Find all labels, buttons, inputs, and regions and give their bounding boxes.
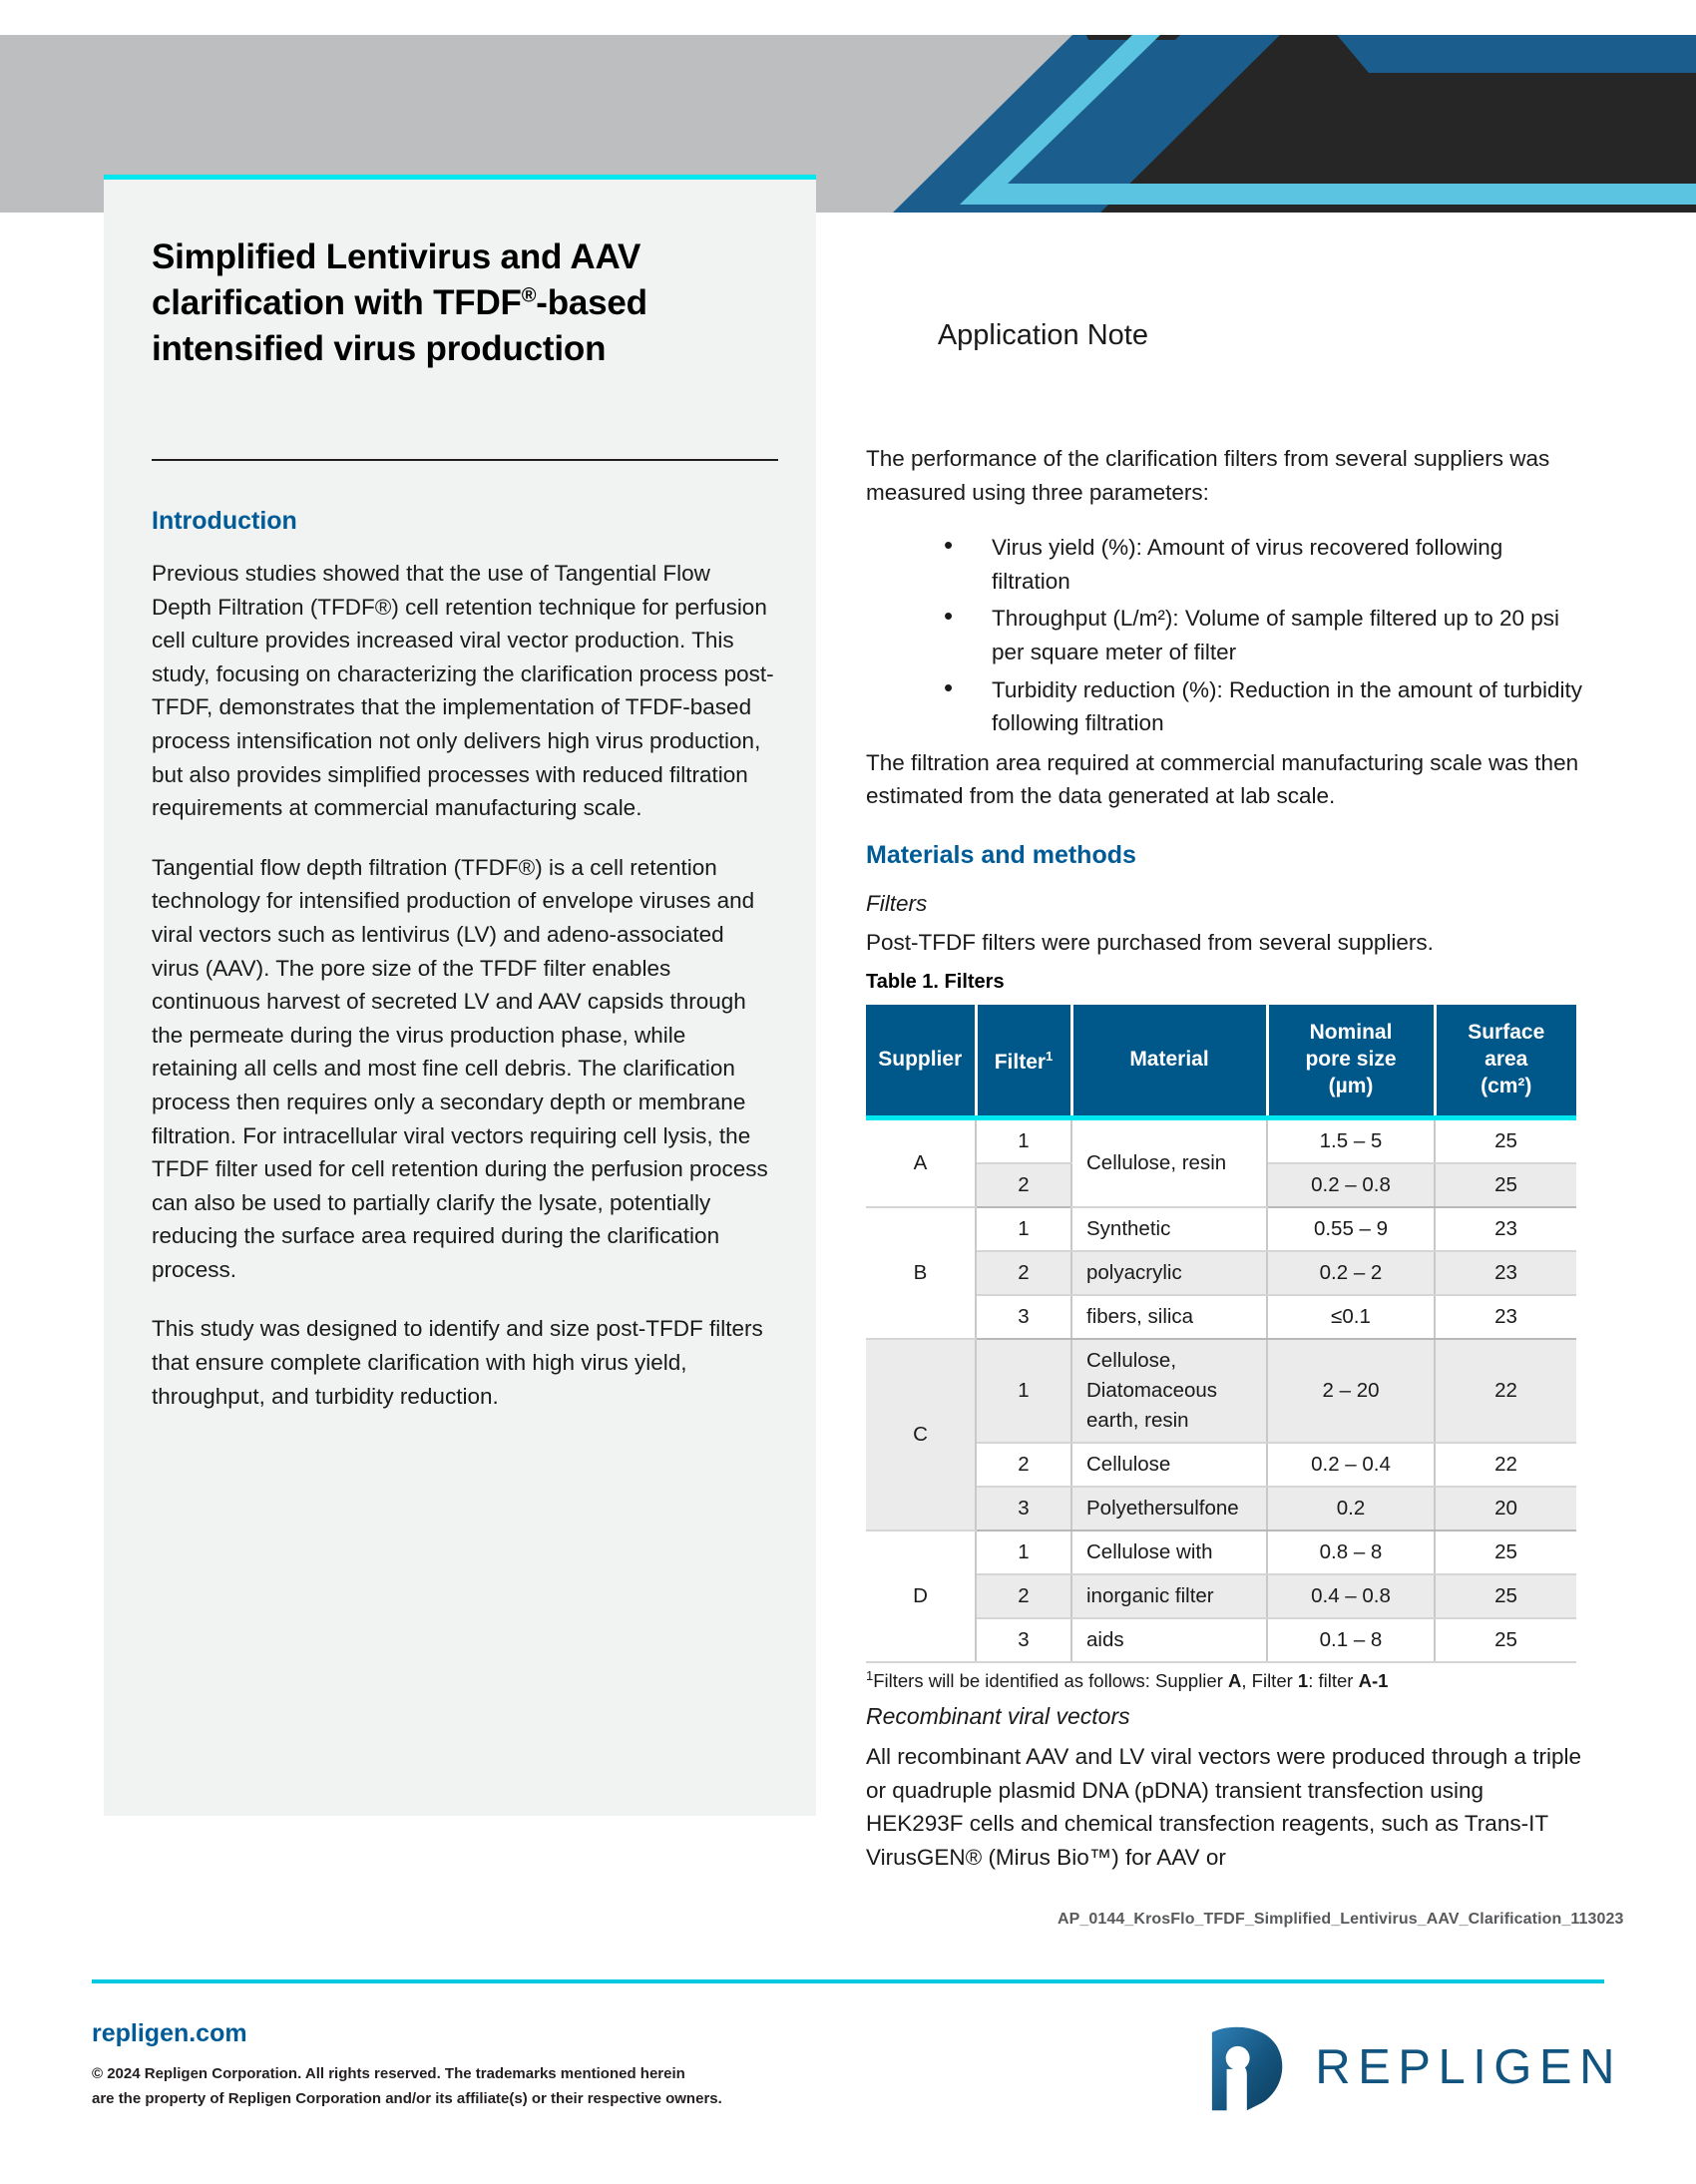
legal-line-1: © 2024 Repligen Corporation. All rights reserved. The trademarks mentioned herein xyxy=(92,2065,685,2082)
cell-supplier: A xyxy=(866,1118,976,1208)
introduction-body xyxy=(152,557,775,1439)
table-row xyxy=(866,1339,1576,1443)
cell-filter: 2 xyxy=(976,1163,1071,1207)
cell-filter: 3 xyxy=(976,1487,1071,1530)
column-header-pore-size: Nominal pore size (µm) xyxy=(1267,1005,1435,1118)
title-divider xyxy=(152,459,778,461)
cell-area: 25 xyxy=(1435,1118,1576,1164)
cell-supplier: B xyxy=(866,1207,976,1339)
column-header-filter-text: Filter xyxy=(994,1051,1047,1075)
cell-material: Cellulose xyxy=(1071,1443,1267,1487)
cell-pore: 0.8 – 8 xyxy=(1267,1530,1435,1574)
cell-pore: 0.2 xyxy=(1267,1487,1435,1530)
cell-area: 23 xyxy=(1435,1251,1576,1295)
table-caption: Table 1. Filters xyxy=(866,970,1005,993)
performance-intro-paragraph: The performance of the clarification filters from several suppliers was measured using three parameters: xyxy=(866,446,1550,505)
cell-supplier: C xyxy=(866,1339,976,1530)
cell-filter: 3 xyxy=(976,1295,1071,1339)
cell-pore: ≤0.1 xyxy=(1267,1295,1435,1339)
cell-pore: 0.2 – 2 xyxy=(1267,1251,1435,1295)
cell-material: aids xyxy=(1071,1618,1267,1662)
cell-pore: 0.1 – 8 xyxy=(1267,1618,1435,1662)
legal-line-2: are the property of Repligen Corporation and/or its affiliate(s) or their respective owners. xyxy=(92,2090,722,2107)
column-header-material: Material xyxy=(1071,1005,1267,1118)
title-line-1: Simplified Lentivirus and AAV xyxy=(152,237,641,276)
list-item: • Turbidity reduction (%): Reduction in the amount of turbidity following filtration xyxy=(944,673,1584,740)
intro-paragraph-3: This study was designed to identify and size post-TFDF filters that ensure complete clarification with high virus yield, throughput, and turbidity reduction. xyxy=(152,1316,763,1409)
cell-filter: 1 xyxy=(976,1207,1071,1251)
footnote-marker: 1 xyxy=(866,1668,874,1684)
table-header-row xyxy=(866,1005,1576,1118)
table-row xyxy=(866,1118,1576,1164)
cell-material: inorganic filter xyxy=(1071,1574,1267,1618)
cell-filter: 1 xyxy=(976,1339,1071,1443)
cell-filter: 1 xyxy=(976,1530,1071,1574)
repligen-logo xyxy=(1199,2021,1622,2113)
repligen-mark-icon xyxy=(1199,2021,1291,2113)
registered-mark-icon: ® xyxy=(521,284,537,307)
footer-legal-text xyxy=(92,2061,850,2111)
filtration-area-paragraph: The filtration area required at commercial manufacturing scale was then estimated from the data generated at lab scale. xyxy=(866,749,1579,809)
cell-filter: 1 xyxy=(976,1118,1071,1164)
filters-paragraph: Post-TFDF filters were purchased from several suppliers. xyxy=(866,930,1434,956)
table-footnote: $^1$Filters will be identified as follows: Supplier A, Filter 1: filter A-1 xyxy=(866,1668,1389,1692)
application-note-label: Application Note xyxy=(937,319,1148,351)
cell-area: 25 xyxy=(1435,1163,1576,1207)
filters-table xyxy=(866,1005,1576,1663)
footnote-marker: 1 xyxy=(1046,1049,1054,1065)
parameters-list xyxy=(866,531,1584,740)
cell-material: Cellulose, Diatomaceous earth, resin xyxy=(1071,1339,1267,1443)
title-line-3: intensified virus production xyxy=(152,329,607,368)
column-header-surface-area: Surface area (cm²) xyxy=(1435,1005,1576,1118)
filters-subheading: Filters xyxy=(866,890,928,916)
title-line-2-pre: clarification with TFDF xyxy=(152,283,522,322)
cell-area: 22 xyxy=(1435,1339,1576,1443)
cell-area: 25 xyxy=(1435,1574,1576,1618)
intro-paragraph-2: Tangential flow depth filtration (TFDF®) is a cell retention technology for intensified production of envelope viruses and viral vectors such as lentivirus (LV) and adeno-associated virus (AAV). The pore size of the TFDF filter enables continuous harvest of secreted LV and AAV capsids through the permeate during the virus production phase, while retaining all cells and most fine cell debris. The clarification process then requires only a secondary depth or membrane filtration. For intracellular viral vectors requiring cell lysis, the TFDF filter used for cell retention during the perfusion process can also be used to partially clarify the lysate, potentially reducing the surface area required during the clarification process. xyxy=(152,854,768,1282)
cell-area: 22 xyxy=(1435,1443,1576,1487)
cell-material: Synthetic xyxy=(1071,1207,1267,1251)
right-column-content xyxy=(866,442,1584,1880)
page-title xyxy=(152,234,770,372)
cell-material: Cellulose with xyxy=(1071,1530,1267,1574)
materials-and-methods-heading: Materials and methods xyxy=(866,840,1136,869)
cell-pore: 0.2 – 0.4 xyxy=(1267,1443,1435,1487)
intro-paragraph-1: Previous studies showed that the use of Tangential Flow Depth Filtration (TFDF®) cell retention technique for perfusion cell culture provides increased viral vector production. This study, focusing on characterizing the clarification process post-TFDF, demonstrates that the implementation of TFDF-based process intensification not only delivers high virus production, but also provides simplified processes with reduced filtration requirements at commercial manufacturing scale. xyxy=(152,561,774,821)
recombinant-viral-vectors-paragraph: All recombinant AAV and LV viral vectors were produced through a triple or quadruple plasmid DNA (pDNA) transient transfection using HEK293F cells and chemical transfection reagents, such as Trans-IT VirusGEN® (Mirus Bio™) for AAV or xyxy=(866,1744,1582,1870)
cell-material: Cellulose, resin xyxy=(1071,1118,1267,1208)
table-row xyxy=(866,1530,1576,1574)
title-line-2-post: -based xyxy=(536,283,647,322)
cell-filter: 2 xyxy=(976,1574,1071,1618)
cell-filter: 3 xyxy=(976,1618,1071,1662)
cell-area: 23 xyxy=(1435,1207,1576,1251)
table-row xyxy=(866,1207,1576,1251)
cell-area: 20 xyxy=(1435,1487,1576,1530)
introduction-heading: Introduction xyxy=(152,507,297,535)
column-header-supplier: Supplier xyxy=(866,1005,976,1118)
cell-pore: 0.55 – 9 xyxy=(1267,1207,1435,1251)
cell-material: polyacrylic xyxy=(1071,1251,1267,1295)
recombinant-viral-vectors-heading: Recombinant viral vectors xyxy=(866,1703,1130,1730)
footer-website-link[interactable]: repligen.com xyxy=(92,2019,247,2047)
cell-filter: 2 xyxy=(976,1443,1071,1487)
footer-divider xyxy=(92,1979,1604,1983)
cell-area: 23 xyxy=(1435,1295,1576,1339)
cell-material: fibers, silica xyxy=(1071,1295,1267,1339)
document-code: AP_0144_KrosFlo_TFDF_Simplified_Lentivirus_AAV_Clarification_113023 xyxy=(1058,1911,1624,1928)
list-item: • Throughput (L/m²): Volume of sample filtered up to 20 psi per square meter of filter xyxy=(944,602,1584,668)
table-body xyxy=(866,1118,1576,1663)
cell-pore: 0.4 – 0.8 xyxy=(1267,1574,1435,1618)
cell-supplier: D xyxy=(866,1530,976,1662)
cell-filter: 2 xyxy=(976,1251,1071,1295)
repligen-wordmark: REPLIGEN xyxy=(1315,2040,1622,2094)
cell-area: 25 xyxy=(1435,1618,1576,1662)
column-header-filter xyxy=(976,1005,1071,1118)
cell-area: 25 xyxy=(1435,1530,1576,1574)
cell-pore: 2 – 20 xyxy=(1267,1339,1435,1443)
cell-pore: 1.5 – 5 xyxy=(1267,1118,1435,1164)
cell-material: Polyethersulfone xyxy=(1071,1487,1267,1530)
cell-pore: 0.2 – 0.8 xyxy=(1267,1163,1435,1207)
list-item: • Virus yield (%): Amount of virus recovered following filtration xyxy=(944,531,1584,598)
